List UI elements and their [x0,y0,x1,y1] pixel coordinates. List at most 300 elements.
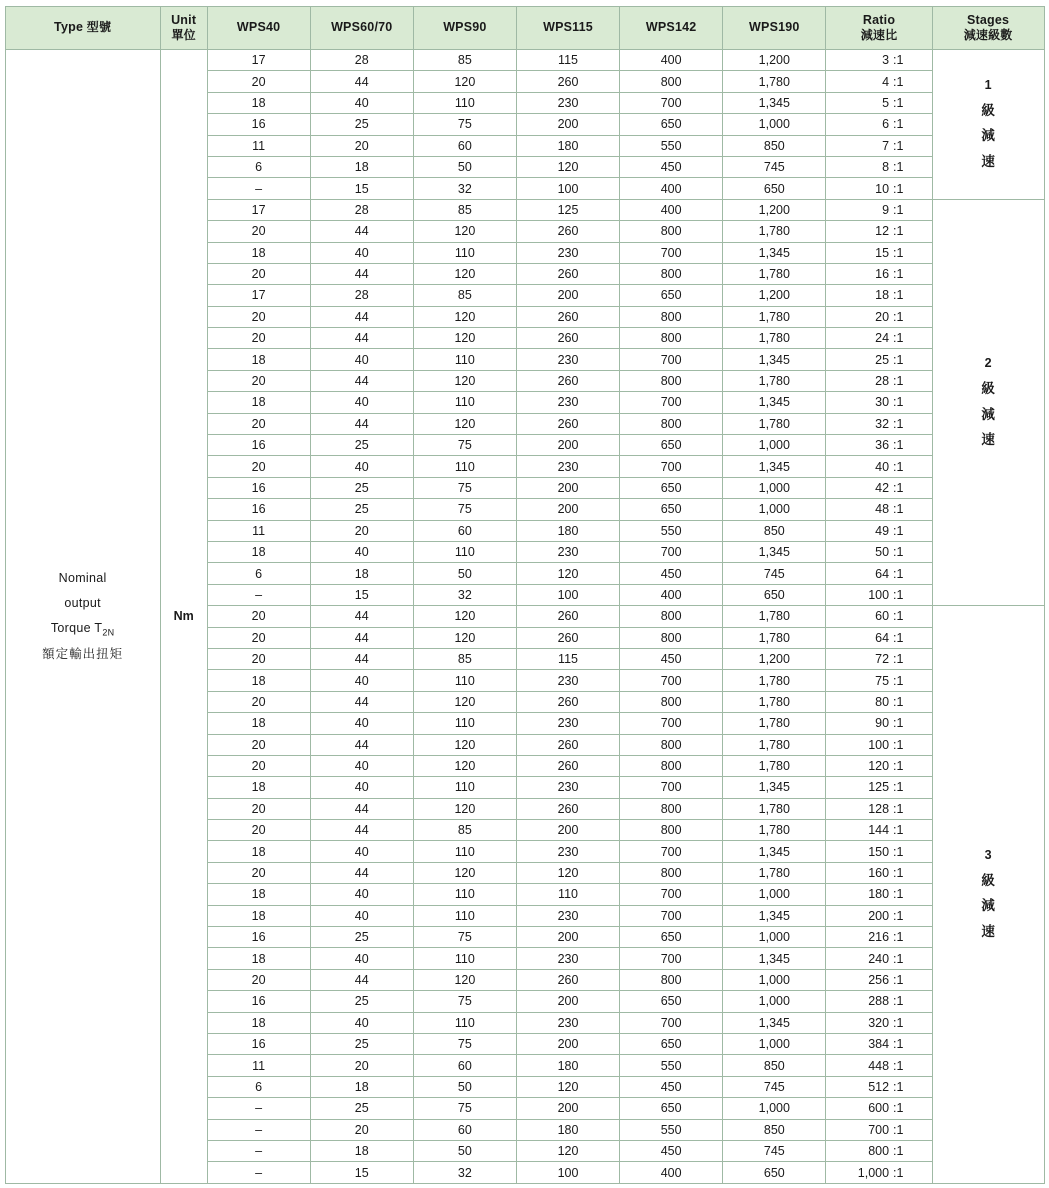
cell-wps142: 800 [620,627,723,648]
cell-ratio [826,1033,932,1054]
cell-wps190: 1,345 [723,456,826,477]
ratio-suffix: :1 [893,138,904,153]
ratio-value: 48 [875,502,890,517]
cell-ratio [826,798,932,819]
ratio-suffix: :1 [893,352,904,367]
cell-wps190: 1,345 [723,905,826,926]
cell-wps6070: 28 [310,199,413,220]
ratio-value: 144 [868,823,890,838]
cell-ratio [826,306,932,327]
cell-wps190: 1,345 [723,777,826,798]
cell-wps6070: 20 [310,135,413,156]
cell-wps115: 260 [516,221,619,242]
ratio-value: 25 [875,352,890,367]
cell-wps142: 550 [620,135,723,156]
ratio-value: 28 [875,374,890,389]
ratio-value: 49 [875,523,890,538]
cell-wps190: 1,000 [723,1033,826,1054]
cell-wps190: 1,000 [723,1098,826,1119]
cell-wps190: 745 [723,1076,826,1097]
ratio-suffix: :1 [893,1015,904,1030]
ratio-value: 64 [875,630,890,645]
cell-ratio [826,905,932,926]
cell-wps6070: 44 [310,798,413,819]
cell-wps142: 800 [620,691,723,712]
cell-wps90: 120 [413,798,516,819]
cell-wps142: 700 [620,392,723,413]
ratio-suffix: :1 [893,1058,904,1073]
stage-label-char: 速 [981,924,995,940]
cell-wps90: 120 [413,969,516,990]
cell-wps40: – [207,178,310,199]
cell-stages [932,606,1044,1184]
cell-wps142: 650 [620,285,723,306]
cell-wps90: 110 [413,670,516,691]
cell-wps142: 450 [620,156,723,177]
cell-wps190: 1,000 [723,499,826,520]
cell-wps90: 32 [413,178,516,199]
cell-wps90: 50 [413,563,516,584]
stage-label-char: 減 [981,128,995,144]
cell-wps190: 1,780 [723,306,826,327]
cell-wps115: 120 [516,1076,619,1097]
cell-wps40: 16 [207,114,310,135]
cell-wps6070: 18 [310,156,413,177]
ratio-value: 120 [868,759,890,774]
cell-ratio [826,178,932,199]
cell-wps115: 260 [516,798,619,819]
cell-wps90: 120 [413,306,516,327]
ratio-value: 600 [868,1101,890,1116]
ratio-value: 288 [868,994,890,1009]
cell-wps90: 60 [413,135,516,156]
cell-wps190: 745 [723,1140,826,1161]
ratio-value: 240 [868,951,890,966]
ratio-value: 100 [868,737,890,752]
ratio-value: 1,000 [857,1165,890,1180]
cell-wps6070: 44 [310,328,413,349]
ratio-value: 8 [882,160,890,175]
ratio-value: 512 [868,1079,890,1094]
row-label-nominal-output-torque [5,50,160,1184]
cell-wps6070: 18 [310,1140,413,1161]
cell-wps142: 700 [620,670,723,691]
cell-wps90: 110 [413,541,516,562]
cell-ratio [826,499,932,520]
stage-value: 2 [984,356,992,371]
cell-ratio [826,541,932,562]
ratio-value: 90 [875,716,890,731]
cell-wps142: 800 [620,263,723,284]
cell-wps90: 120 [413,862,516,883]
header-type-zh: 型號 [86,20,112,35]
cell-wps190: 1,780 [723,755,826,776]
cell-wps190: 1,780 [723,221,826,242]
cell-wps142: 700 [620,541,723,562]
cell-ratio [826,969,932,990]
cell-wps142: 650 [620,435,723,456]
cell-wps6070: 20 [310,520,413,541]
row-label-line1: Nominal [58,571,107,586]
cell-wps142: 800 [620,798,723,819]
ratio-value: 5 [882,95,890,110]
ratio-suffix: :1 [893,694,904,709]
cell-wps90: 75 [413,477,516,498]
cell-wps40: 18 [207,841,310,862]
cell-wps6070: 40 [310,242,413,263]
cell-wps115: 180 [516,1055,619,1076]
cell-wps40: 20 [207,969,310,990]
ratio-value: 200 [868,908,890,923]
ratio-suffix: :1 [893,481,904,495]
ratio-value: 4 [882,74,890,89]
cell-wps142: 550 [620,520,723,541]
cell-wps142: 800 [620,370,723,391]
cell-ratio [826,1012,932,1033]
cell-wps90: 120 [413,734,516,755]
cell-wps6070: 25 [310,1033,413,1054]
cell-wps90: 110 [413,905,516,926]
cell-wps190: 1,345 [723,1012,826,1033]
cell-wps190: 1,345 [723,541,826,562]
cell-wps40: 17 [207,50,310,71]
cell-wps142: 800 [620,755,723,776]
cell-wps115: 260 [516,328,619,349]
cell-wps142: 450 [620,648,723,669]
ratio-value: 16 [875,267,890,282]
cell-wps90: 85 [413,285,516,306]
cell-wps190: 850 [723,1055,826,1076]
cell-wps142: 650 [620,1033,723,1054]
cell-wps142: 400 [620,50,723,71]
cell-wps190: 1,345 [723,392,826,413]
cell-wps90: 32 [413,584,516,605]
cell-wps40: 16 [207,477,310,498]
cell-wps190: 1,780 [723,713,826,734]
cell-wps190: 1,780 [723,670,826,691]
ratio-suffix: :1 [893,117,904,132]
ratio-value: 100 [868,587,890,602]
cell-wps40: 20 [207,734,310,755]
cell-wps190: 1,345 [723,841,826,862]
cell-ratio [826,606,932,627]
cell-wps115: 230 [516,713,619,734]
ratio-value: 180 [868,887,890,902]
cell-wps90: 32 [413,1162,516,1183]
cell-wps6070: 25 [310,435,413,456]
cell-wps90: 75 [413,114,516,135]
cell-wps190: 1,000 [723,884,826,905]
column-header-wps115 [516,7,619,50]
stage-label-char: 級 [981,380,995,396]
ratio-suffix: :1 [893,951,904,966]
cell-wps6070: 40 [310,1012,413,1033]
cell-wps90: 120 [413,263,516,284]
cell-wps6070: 44 [310,969,413,990]
header-stages-en: Stages [967,12,1010,27]
cell-wps142: 700 [620,242,723,263]
cell-ratio [826,370,932,391]
cell-wps190: 1,200 [723,285,826,306]
stage-value: 3 [984,848,992,863]
cell-wps6070: 25 [310,477,413,498]
cell-wps40: 18 [207,905,310,926]
cell-wps6070: 40 [310,948,413,969]
cell-ratio [826,1162,932,1183]
ratio-suffix: :1 [893,737,904,752]
cell-wps6070: 40 [310,884,413,905]
cell-wps190: 1,000 [723,969,826,990]
ratio-suffix: :1 [893,160,904,175]
cell-wps190: 1,780 [723,606,826,627]
cell-wps90: 120 [413,627,516,648]
cell-wps40: 18 [207,392,310,413]
ratio-suffix: :1 [893,1165,904,1180]
column-header-stages [932,7,1044,50]
cell-wps90: 110 [413,392,516,413]
ratio-value: 384 [868,1037,890,1052]
cell-wps190: 850 [723,1119,826,1140]
cell-wps90: 85 [413,50,516,71]
row-label-subscript: 2N [102,627,115,638]
table-row [5,50,1044,71]
cell-wps90: 60 [413,1055,516,1076]
ratio-suffix: :1 [893,267,904,282]
cell-ratio [826,734,932,755]
ratio-value: 9 [882,202,890,217]
cell-ratio [826,435,932,456]
cell-wps115: 200 [516,1033,619,1054]
cell-wps6070: 44 [310,862,413,883]
cell-ratio [826,927,932,948]
cell-wps142: 650 [620,477,723,498]
cell-ratio [826,563,932,584]
cell-wps6070: 44 [310,606,413,627]
cell-wps6070: 44 [310,71,413,92]
cell-wps190: 1,000 [723,114,826,135]
cell-wps115: 230 [516,905,619,926]
cell-wps90: 120 [413,755,516,776]
cell-wps190: 1,780 [723,820,826,841]
column-header-ratio [826,7,932,50]
ratio-value: 50 [875,545,890,560]
ratio-value: 448 [868,1058,890,1073]
cell-wps40: 20 [207,370,310,391]
cell-wps190: 850 [723,520,826,541]
cell-wps190: 1,200 [723,199,826,220]
cell-wps90: 110 [413,884,516,905]
cell-wps115: 100 [516,178,619,199]
cell-wps40: 16 [207,499,310,520]
cell-wps115: 230 [516,456,619,477]
cell-wps142: 400 [620,199,723,220]
cell-wps115: 120 [516,862,619,883]
cell-wps6070: 40 [310,92,413,113]
cell-wps115: 115 [516,50,619,71]
cell-ratio [826,263,932,284]
ratio-suffix: :1 [893,374,904,389]
ratio-suffix: :1 [893,630,904,645]
cell-wps115: 180 [516,520,619,541]
cell-ratio [826,71,932,92]
cell-wps115: 260 [516,71,619,92]
ratio-suffix: :1 [893,53,904,68]
cell-wps190: 1,780 [723,627,826,648]
column-header-type [5,7,160,50]
table-body [5,50,1044,1184]
cell-wps6070: 44 [310,820,413,841]
cell-ratio [826,841,932,862]
cell-wps40: 11 [207,520,310,541]
cell-ratio [826,755,932,776]
stage-value: 1 [984,78,992,93]
cell-wps90: 120 [413,606,516,627]
cell-wps90: 110 [413,456,516,477]
cell-wps90: 85 [413,648,516,669]
ratio-suffix: :1 [893,887,904,902]
ratio-suffix: :1 [893,438,904,453]
ratio-suffix: :1 [893,566,904,581]
table-header [5,7,1044,50]
cell-wps142: 700 [620,713,723,734]
cell-wps40: – [207,1119,310,1140]
cell-wps115: 200 [516,435,619,456]
ratio-suffix: :1 [893,224,904,239]
cell-wps90: 85 [413,820,516,841]
cell-wps115: 260 [516,691,619,712]
ratio-suffix: :1 [893,673,904,688]
cell-wps40: 20 [207,263,310,284]
cell-wps40: 11 [207,135,310,156]
cell-wps190: 1,780 [723,862,826,883]
cell-wps190: 745 [723,156,826,177]
cell-ratio [826,627,932,648]
cell-wps6070: 40 [310,670,413,691]
ratio-value: 10 [875,181,890,196]
cell-wps40: 20 [207,755,310,776]
cell-wps115: 260 [516,263,619,284]
cell-wps90: 50 [413,1140,516,1161]
gearbox-torque-table [5,6,1045,1184]
ratio-suffix: :1 [893,202,904,217]
cell-wps115: 100 [516,584,619,605]
column-header-wps40 [207,7,310,50]
ratio-value: 800 [868,1144,890,1159]
column-header-wps142 [620,7,723,50]
cell-ratio [826,285,932,306]
ratio-suffix: :1 [893,1144,904,1159]
ratio-value: 128 [868,801,890,816]
cell-ratio [826,1055,932,1076]
ratio-suffix: :1 [893,395,904,410]
cell-ratio [826,948,932,969]
cell-wps40: 20 [207,413,310,434]
cell-wps90: 110 [413,777,516,798]
cell-wps142: 700 [620,1012,723,1033]
cell-wps90: 120 [413,413,516,434]
cell-wps142: 800 [620,221,723,242]
cell-wps40: 6 [207,156,310,177]
ratio-suffix: :1 [893,908,904,923]
cell-wps115: 200 [516,114,619,135]
cell-wps142: 650 [620,1098,723,1119]
ratio-suffix: :1 [893,652,904,667]
cell-wps142: 650 [620,927,723,948]
cell-wps115: 200 [516,927,619,948]
stage-label-char: 速 [981,154,995,170]
cell-stages [932,199,1044,605]
cell-wps40: 20 [207,328,310,349]
cell-ratio [826,884,932,905]
cell-wps6070: 44 [310,221,413,242]
cell-wps142: 400 [620,178,723,199]
cell-wps6070: 44 [310,734,413,755]
cell-wps90: 60 [413,520,516,541]
cell-ratio [826,477,932,498]
cell-wps115: 125 [516,199,619,220]
column-header-wps190 [723,7,826,50]
cell-ratio [826,1140,932,1161]
row-label-line4: 額定輸出扭矩 [42,646,124,661]
cell-wps190: 1,200 [723,50,826,71]
cell-wps190: 745 [723,563,826,584]
cell-wps142: 550 [620,1055,723,1076]
cell-wps6070: 15 [310,584,413,605]
header-stages-zh: 減速級數 [963,28,1013,43]
ratio-value: 18 [875,288,890,303]
ratio-value: 700 [868,1122,890,1137]
cell-wps90: 120 [413,71,516,92]
cell-wps6070: 44 [310,648,413,669]
cell-ratio [826,820,932,841]
cell-wps6070: 20 [310,1055,413,1076]
cell-wps142: 800 [620,606,723,627]
unit-cell: Nm [160,50,207,1184]
ratio-suffix: :1 [893,1079,904,1094]
cell-wps190: 1,780 [723,71,826,92]
cell-wps40: 18 [207,541,310,562]
cell-wps40: 18 [207,92,310,113]
cell-wps6070: 25 [310,927,413,948]
cell-ratio [826,670,932,691]
ratio-suffix: :1 [893,459,904,474]
ratio-suffix: :1 [893,759,904,774]
cell-wps40: 20 [207,71,310,92]
cell-wps40: 18 [207,713,310,734]
ratio-suffix: :1 [893,1122,904,1137]
ratio-value: 150 [868,844,890,859]
cell-wps40: 11 [207,1055,310,1076]
stage-label-char: 級 [981,102,995,118]
cell-wps115: 100 [516,1162,619,1183]
cell-wps6070: 44 [310,306,413,327]
cell-wps6070: 44 [310,370,413,391]
cell-wps6070: 40 [310,713,413,734]
header-wps40-label: WPS40 [236,20,281,35]
cell-wps90: 75 [413,1033,516,1054]
cell-wps115: 120 [516,563,619,584]
cell-wps6070: 25 [310,991,413,1012]
cell-ratio [826,648,932,669]
cell-wps40: – [207,584,310,605]
cell-ratio [826,135,932,156]
cell-wps190: 1,000 [723,435,826,456]
cell-wps115: 200 [516,499,619,520]
cell-ratio [826,156,932,177]
cell-wps190: 1,345 [723,948,826,969]
cell-wps115: 260 [516,306,619,327]
cell-wps6070: 40 [310,541,413,562]
